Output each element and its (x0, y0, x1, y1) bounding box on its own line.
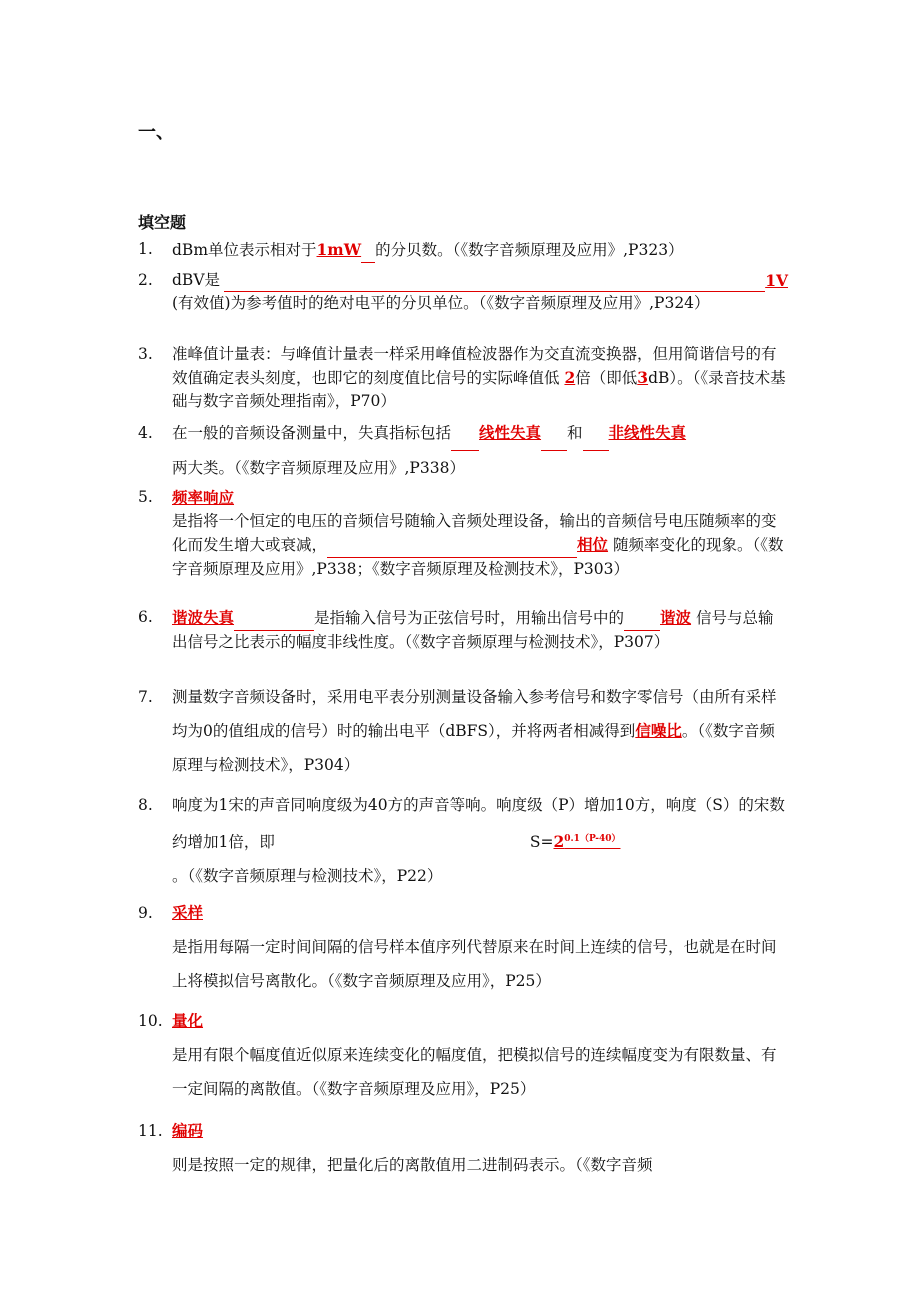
answer-blank: 信噪比 (635, 721, 682, 740)
list-item (138, 896, 788, 998)
item-text: 则是按照一定的规律，把量化后的离散值用二进制码表示。（《数字音频 (172, 1156, 653, 1174)
list-item (138, 788, 788, 893)
list-item (138, 606, 788, 654)
item-text: dBm单位表示相对于 (172, 241, 317, 259)
item-number: 7. (138, 688, 153, 706)
answer-blank: 线性失真 (479, 423, 542, 442)
list-item (138, 343, 788, 413)
item-number: 6. (138, 608, 153, 626)
list-item (138, 269, 788, 315)
item-text: dB）。（《录音技术基础与数字音频处理指南》，P70） (172, 369, 786, 410)
answer-blank: 量化 (172, 1011, 204, 1030)
item-text: 是指用每隔一定时间间隔的信号样本值序列代替原来在时间上连续的信号，也就是在时间上将模拟信号离散化。（《数字音频原理及应用》，P25） (172, 938, 777, 990)
item-text: 测量数字音频设备时，采用电平表分别测量设备输入参考信号和数字零信号（由所有采样均为0的值组成的信号）时的输出电平（dBFS），并将两者相减得到 (172, 688, 777, 740)
item-number: 3. (138, 345, 153, 363)
item-text: 准峰值计量表：与峰值计量表一样采用峰值检波器作为交直流变换器，但用简谐信号的有效值确定表头刻度，也即它的刻度值比信号的实际峰值低 (172, 345, 777, 387)
item-number: 11. (138, 1122, 163, 1140)
item-text: 在一般的音频设备测量中，失真指标包括 (172, 424, 452, 442)
answer-blank: 谐波 (660, 608, 692, 627)
item-text: 。（《数字音频原理与检测技术》，P304） (172, 722, 775, 774)
formula-prefix: S= (529, 833, 554, 852)
item-text: 是指输入信号为正弦信号时，用输出信号中的 (314, 609, 625, 627)
item-text: 是用有限个幅度值近似原来连续变化的幅度值，把模拟信号的连续幅度变为有限数量、有一定间隔的离散值。（《数字音频原理及应用》，P25） (172, 1046, 777, 1098)
answer-blank: 3 (637, 368, 649, 387)
answer-blank: 2 (553, 832, 565, 852)
list-item (138, 416, 788, 485)
answer-blank: 频率响应 (172, 488, 235, 507)
item-text: 倍（即低 (575, 369, 638, 387)
item-text: 。（《数字音频原理与检测技术》，P22） (172, 867, 443, 886)
subheading: 填空题 (138, 213, 187, 232)
section-heading: 一、 (138, 122, 174, 143)
item-text: 的分贝数。（《数字音频原理及应用》,P323） (375, 241, 684, 259)
item-text: 是指将一个恒定的电压的音频信号随输入音频处理设备，输出的音频信号电压随频率的变化而发生增大或衰减， (172, 512, 777, 554)
answer-blank: 谐波失真 (172, 608, 235, 627)
answer-blank: 1V (765, 271, 788, 290)
answer-blank: 1mW (316, 240, 362, 259)
item-number: 2. (138, 271, 153, 289)
list-item (138, 1114, 788, 1182)
item-number: 9. (138, 904, 153, 922)
answer-blank: 非线性失真 (608, 423, 687, 442)
item-number: 1. (138, 240, 153, 258)
list-item (138, 680, 788, 782)
list-item (138, 1004, 788, 1106)
item-text: 随频率变化的现象。（《数字音频原理及应用》,P338；《数字音频原理及检测技术》，P303） (172, 536, 784, 578)
answer-blank: 相位 (577, 535, 609, 554)
answer-blank: 采样 (172, 903, 204, 922)
item-number: 10. (138, 1012, 163, 1030)
answer-underline (224, 273, 765, 292)
item-text: 两大类。（《数字音频原理及应用》,P338） (172, 459, 465, 477)
item-text: 和 (567, 424, 583, 442)
formula-exponent: 0.1（P-40） (564, 834, 621, 844)
answer-blank: 2 (564, 368, 576, 387)
item-text: (有效值)为参考值时的绝对电平的分贝单位。（《数字音频原理及应用》,P324） (172, 294, 710, 312)
item-text: 响度为1宋的声音同响度级为40方的声音等响。响度级（P）增加10方，响度（S）的宋数约增加1倍，即 (172, 796, 785, 852)
item-text: dBV是 (172, 271, 221, 289)
formula-answer (553, 832, 620, 851)
item-number: 4. (138, 424, 153, 442)
list-item (138, 238, 788, 263)
list-item (138, 486, 788, 581)
item-text: 信号与总输出信号之比表示的幅度非线性度。（《数字音频原理与检测技术》，P307） (172, 609, 774, 651)
item-number: 8. (138, 796, 153, 814)
item-number: 5. (138, 488, 153, 506)
answer-blank: 编码 (172, 1121, 204, 1140)
